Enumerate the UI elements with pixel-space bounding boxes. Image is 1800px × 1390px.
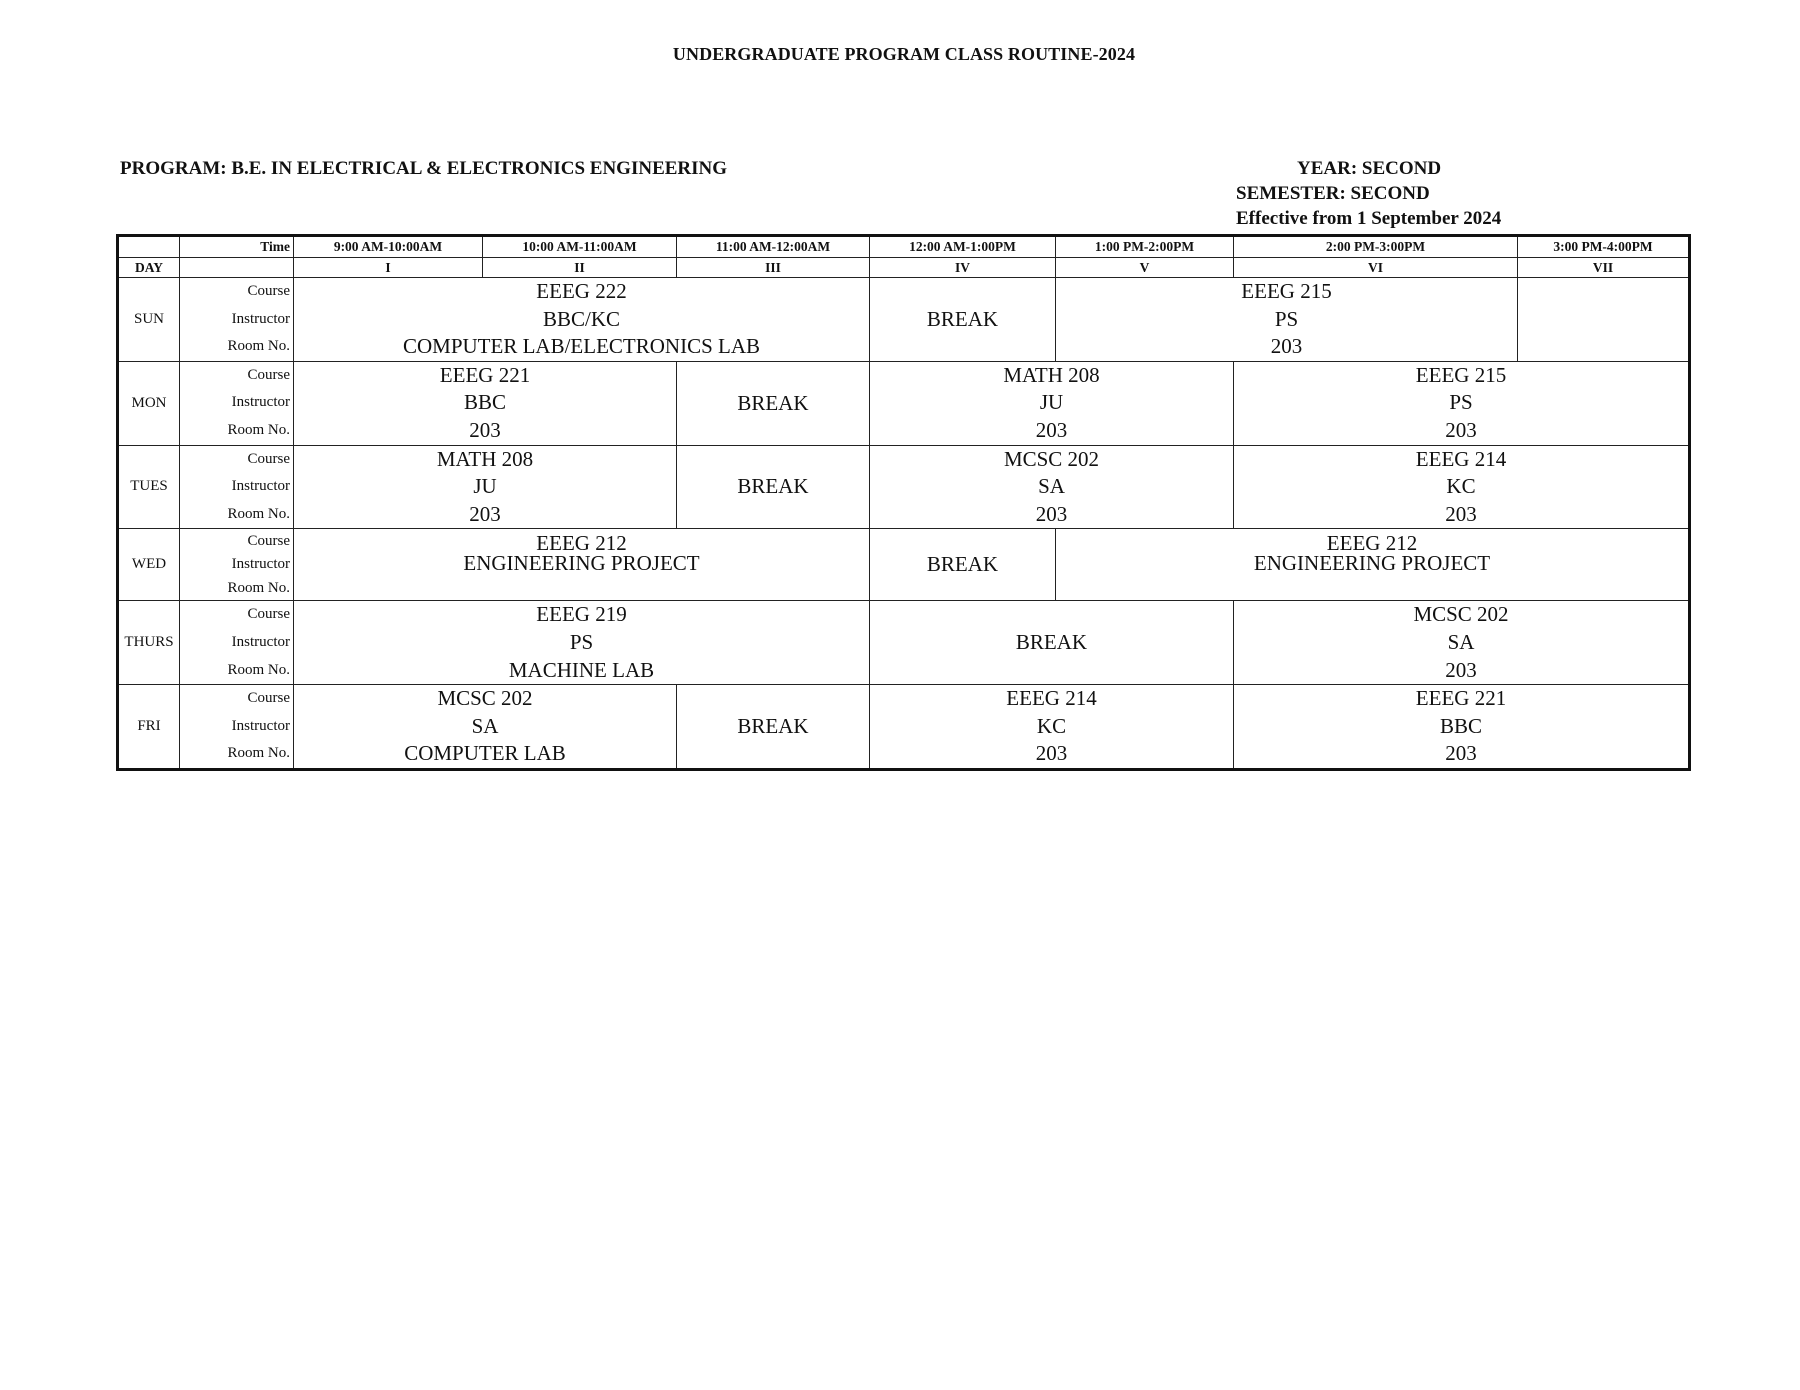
instructor: SA [1447,629,1475,654]
course-label: Course [247,606,290,623]
class-routine-table [116,234,1691,771]
room: MACHINE LAB [508,657,655,682]
course-label: Course [247,283,290,299]
room-label: Room No. [227,505,290,522]
course-code: EEEG 215 [1241,279,1332,303]
instructor: PS [1274,306,1299,331]
table-row-wed [118,529,1690,601]
period-time-3: 11:00 AM-12:00AM [677,236,870,258]
course-code: EEEG 215 [1415,362,1507,387]
day-cell: SUN [118,278,180,362]
table-row-mon [118,361,1690,445]
course-code: EEEG 219 [536,602,627,627]
period-time-5: 1:00 PM-2:00PM [1056,236,1234,258]
room: 203 [1270,334,1303,359]
room: 203 [1035,501,1068,526]
instructor-label: Instructor [231,310,290,327]
course-code: MATH 208 [436,446,534,471]
class-slot [294,601,870,685]
effective-date-label: Effective from 1 September 2024 [1236,208,1502,229]
instructor: SA [1038,474,1065,499]
table-row-thurs [118,601,1690,685]
period-time-7: 3:00 PM-4:00PM [1518,236,1690,258]
room: 203 [1445,417,1477,442]
day-cell: THURS [118,601,180,685]
course-label: Course [247,532,290,549]
course-code: EEEG 212 [1326,531,1418,556]
row-labels [180,445,294,529]
day-cell: FRI [118,685,180,770]
course-subtitle: ENGINEERING PROJECT [1253,551,1491,576]
course-label: Course [247,690,290,707]
room-label: Room No. [227,579,290,596]
instructor: BBC [463,390,507,415]
course-code: EEEG 221 [1415,686,1507,711]
break-cell: BREAK [677,685,870,770]
break-cell: BREAK [870,529,1056,601]
class-slot [294,361,677,445]
instructor-label: Instructor [231,556,290,573]
period-num-1: I [294,258,483,278]
header-blank [180,258,294,278]
class-slot [294,278,870,362]
room: 203 [1445,657,1477,682]
room: 203 [1035,417,1068,442]
class-slot [870,445,1234,529]
class-slot [1234,685,1690,770]
room: 203 [469,501,501,526]
program-label: PROGRAM: B.E. IN ELECTRICAL & ELECTRONICS ENGINEERING [120,158,728,179]
class-slot [870,361,1234,445]
day-cell: WED [118,529,180,601]
day-cell: TUES [118,445,180,529]
instructor: JU [473,474,497,499]
instructor-label: Instructor [231,478,290,495]
instructor: PS [569,629,594,654]
class-slot [1234,601,1690,685]
period-time-1: 9:00 AM-10:00AM [294,236,483,258]
row-labels [180,529,294,601]
class-slot [1056,529,1690,601]
semester-label: SEMESTER: SECOND [1236,183,1430,204]
period-num-6: VI [1234,258,1518,278]
table-row-fri [118,685,1690,770]
class-slot [1056,278,1518,362]
row-labels [180,601,294,685]
period-time-2: 10:00 AM-11:00AM [483,236,677,258]
room: COMPUTER LAB/ELECTRONICS LAB [402,334,761,359]
row-labels [180,685,294,770]
course-code: MATH 208 [1003,362,1100,387]
room: 203 [1445,741,1477,766]
period-num-5: V [1056,258,1234,278]
room: 203 [469,417,501,442]
room: 203 [1035,741,1068,766]
course-code: EEEG 222 [536,279,627,303]
page-title: UNDERGRADUATE PROGRAM CLASS ROUTINE-2024 [672,44,1136,64]
instructor: BBC [1439,713,1483,738]
course-code: EEEG 212 [536,531,627,556]
table-row-tues [118,445,1690,529]
period-time-6: 2:00 PM-3:00PM [1234,236,1518,258]
break-cell: BREAK [870,601,1234,685]
course-code: EEEG 221 [439,362,531,387]
class-slot [294,529,870,601]
header-time-row [118,236,1690,258]
instructor: KC [1446,474,1476,499]
room: COMPUTER LAB [404,741,566,766]
class-slot [870,685,1234,770]
course-label: Course [247,366,290,383]
room-label: Room No. [227,661,290,678]
instructor: PS [1449,390,1473,415]
class-slot [1234,361,1690,445]
instructor-label: Instructor [231,633,290,650]
room-label: Room No. [227,338,290,355]
table-row-sun [118,278,1690,362]
instructor: BBC/KC [542,306,621,331]
room-label: Room No. [227,421,290,438]
empty-slot [1518,278,1690,362]
room-label: Room No. [227,745,290,762]
period-time-4: 12:00 AM-1:00PM [870,236,1056,258]
day-label: DAY [118,258,180,278]
class-slot [294,685,677,770]
course-subtitle: ENGINEERING PROJECT [463,551,700,576]
instructor: KC [1036,713,1067,738]
course-code: EEEG 214 [1006,686,1097,711]
year-label: YEAR: SECOND [1297,158,1442,179]
room: 203 [1445,501,1477,526]
period-num-2: II [483,258,677,278]
period-num-7: VII [1518,258,1690,278]
break-cell: BREAK [677,361,870,445]
class-slot [294,445,677,529]
instructor-label: Instructor [231,394,290,411]
header-period-row [118,258,1690,278]
break-cell: BREAK [870,278,1056,362]
course-code: EEEG 214 [1415,446,1507,471]
time-label: Time [180,236,294,258]
class-slot [1234,445,1690,529]
break-cell: BREAK [677,445,870,529]
header-corner [118,236,180,258]
course-label: Course [247,450,290,467]
day-cell: MON [118,361,180,445]
row-labels [180,278,294,362]
period-num-3: III [677,258,870,278]
instructor-label: Instructor [231,717,290,734]
period-num-4: IV [870,258,1056,278]
course-code: MCSC 202 [1413,602,1509,627]
instructor: SA [471,713,499,738]
course-code: MCSC 202 [437,686,533,711]
instructor: JU [1039,390,1064,415]
course-code: MCSC 202 [1003,446,1100,471]
row-labels [180,361,294,445]
